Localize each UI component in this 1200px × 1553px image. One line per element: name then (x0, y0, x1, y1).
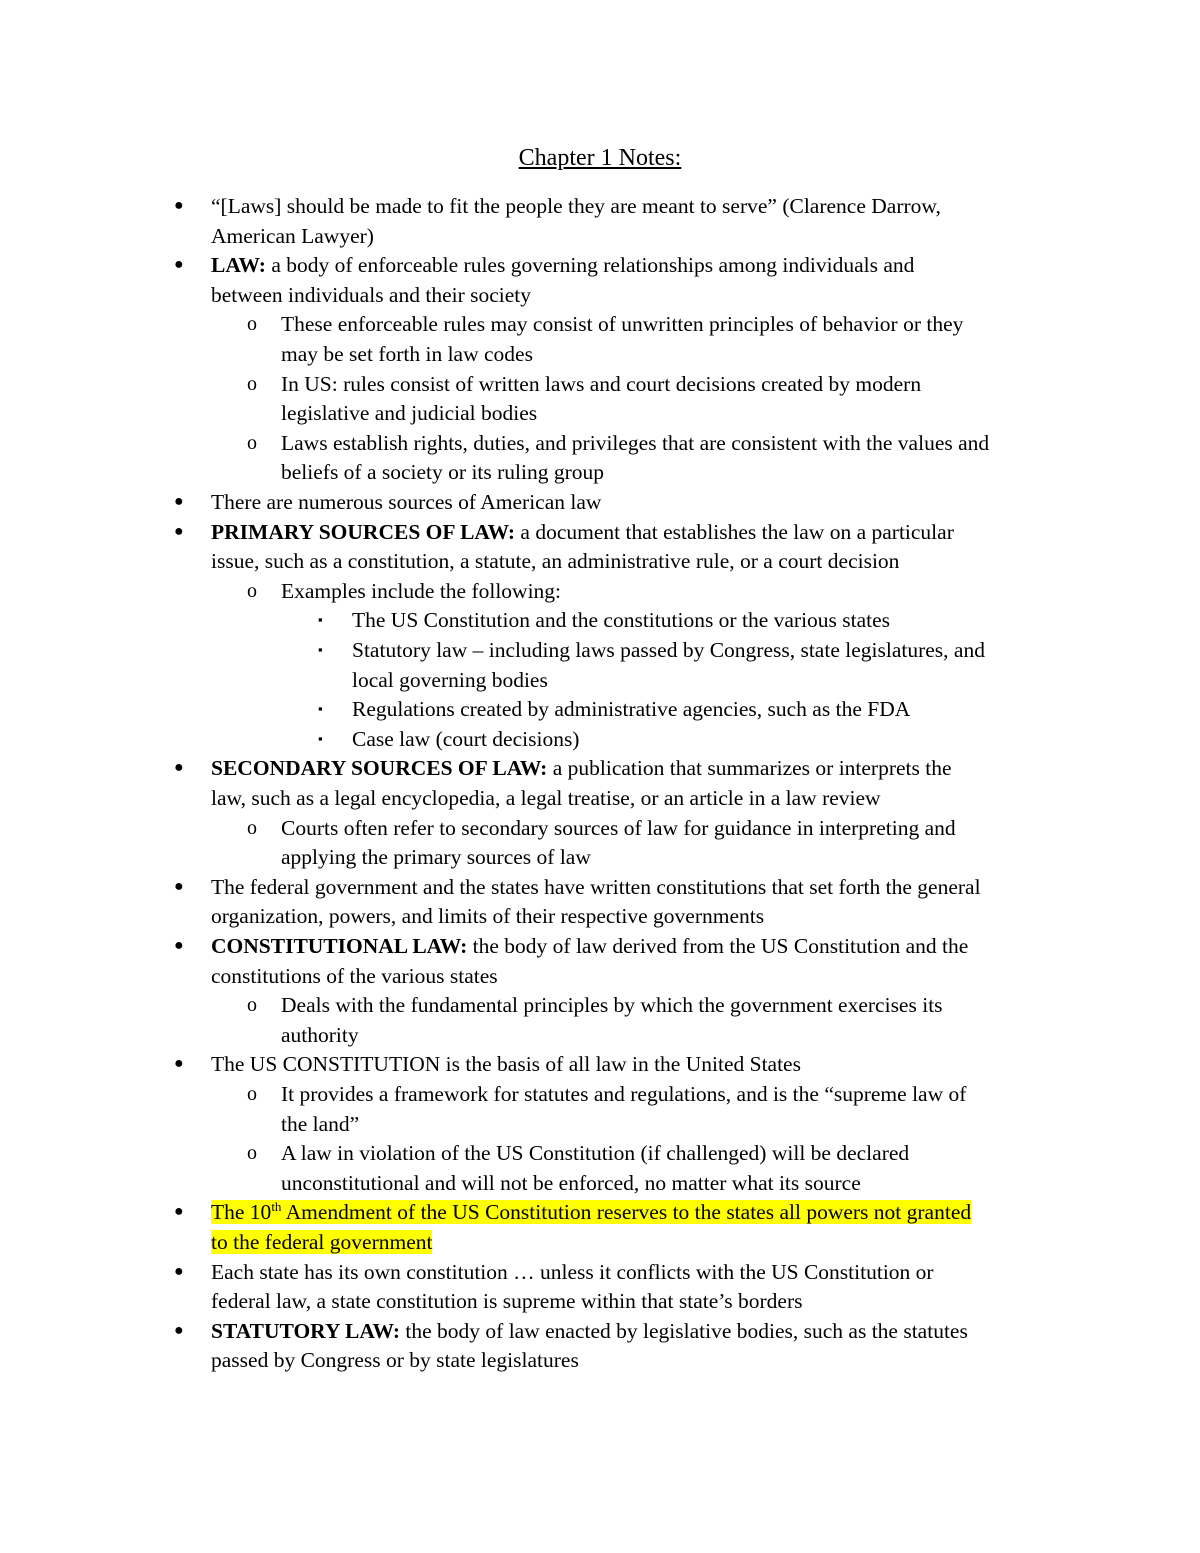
line-text: unconstitutional and will not be enforced, no matter what its source (281, 1170, 861, 1195)
line-text: the body of law enacted by legislative bodies, such as the statutes (400, 1318, 968, 1343)
line-text: Regulations created by administrative agencies, such as the FDA (352, 697, 911, 722)
list-item-line (281, 1079, 966, 1109)
list-marker-level-2: o (247, 994, 257, 1017)
page-title: Chapter 1 Notes: (518, 145, 682, 171)
list-marker-level-1: ● (174, 1055, 184, 1073)
list-item-line (281, 457, 604, 487)
term-label: CONSTITUTIONAL LAW: (211, 934, 468, 958)
line-text: organization, powers, and limits of their respective governments (211, 904, 765, 929)
list-marker-level-1: ● (174, 759, 184, 777)
line-text: local governing bodies (352, 667, 548, 692)
line-text: passed by Congress or by state legislatures (211, 1348, 579, 1373)
line-text: between individuals and their society (211, 282, 532, 307)
line-text: applying the primary sources of law (281, 845, 591, 870)
list-item-line (281, 813, 956, 843)
list-marker-level-2: o (247, 1083, 257, 1105)
ordinal-superscript: th (271, 1199, 282, 1215)
line-text: a publication that summarizes or interprets the (547, 756, 952, 781)
list-marker-level-2: o (247, 431, 257, 454)
list-item-line (352, 665, 548, 695)
line-text: The US Constitution and the constitutions or the various states (352, 608, 891, 633)
list-marker-level-1: ● (174, 522, 184, 540)
list-item-line (352, 635, 985, 665)
list-item-line (211, 280, 531, 310)
term-label: STATUTORY LAW: (211, 1318, 401, 1343)
line-text: “[Laws] should be made to fit the people they are meant to serve” (Clarence Darrow, (211, 194, 941, 218)
line-text: constitutions of the various states (211, 963, 498, 988)
list-marker-level-1: ● (174, 493, 184, 510)
line-text: Case law (court decisions) (352, 726, 580, 751)
line-text: a body of enforceable rules governing relationships among individuals and (265, 253, 915, 278)
list-item-line (211, 901, 764, 931)
text-prefix: The 10 (211, 1200, 272, 1225)
line-text: the body of law derived from the US Constitution and the (467, 934, 969, 958)
list-marker-level-3: ▪ (318, 612, 323, 628)
list-item-line (211, 1227, 432, 1257)
list-item-line (352, 694, 910, 724)
list-item-line (281, 990, 943, 1020)
list-item-line (211, 1257, 934, 1287)
term-label: LAW: (211, 253, 266, 278)
list-marker-level-1: ● (174, 1262, 184, 1280)
list-marker-level-2: o (247, 372, 257, 395)
line-text: A law in violation of the US Constitution (if challenged) will be declared (281, 1141, 910, 1166)
term-label: PRIMARY SOURCES OF LAW: (211, 519, 516, 544)
list-item-line (211, 931, 968, 961)
list-item-line (281, 1020, 359, 1050)
line-text: Deals with the fundamental principles by which the government exercises its (281, 993, 943, 1018)
line-text: beliefs of a society or its ruling group (281, 460, 605, 485)
list-item-line (281, 842, 591, 872)
list-item-line (281, 576, 561, 606)
term-label: SECONDARY SOURCES OF LAW: (211, 756, 548, 781)
line-text: law, such as a legal encyclopedia, a legal treatise, or an article in a law review (211, 786, 881, 810)
list-item-line (211, 872, 981, 902)
list-item-line (211, 1049, 801, 1079)
line-text: federal law, a state constitution is supreme within that state’s borders (211, 1289, 803, 1314)
line-text: a document that establishes the law on a particular (515, 519, 954, 544)
line-text: the land” (281, 1111, 360, 1136)
list-item-line (211, 250, 914, 280)
list-item-line (211, 1286, 803, 1316)
line-text: to the federal government (211, 1230, 433, 1254)
list-item-line (211, 191, 941, 221)
list-item-line (211, 221, 374, 251)
list-marker-level-1: ● (174, 877, 184, 895)
list-marker-level-1: ● (174, 197, 184, 214)
list-item-line (281, 1109, 359, 1139)
line-text: Each state has its own constitution … unless it conflicts with the US Constitution or (211, 1259, 934, 1284)
list-item-line (352, 605, 890, 635)
list-item-line (211, 517, 954, 547)
line-text: legislative and judicial bodies (281, 401, 538, 426)
line-text: Examples include the following: (281, 578, 562, 603)
list-marker-level-1: ● (174, 1203, 184, 1221)
list-item-line (211, 1197, 971, 1227)
list-marker-level-2: o (247, 579, 257, 602)
line-text: Statutory law – including laws passed by Congress, state legislatures, and (352, 638, 985, 662)
list-marker-level-3: ▪ (318, 642, 323, 657)
list-item-line (281, 1168, 861, 1198)
list-marker-level-2: o (247, 816, 257, 839)
list-item-line (211, 487, 601, 517)
list-item-line (211, 1316, 968, 1346)
list-item-line (281, 428, 989, 458)
line-text: Laws establish rights, duties, and privileges that are consistent with the values and (281, 430, 990, 455)
line-text: In US: rules consist of written laws and court decisions created by modern (281, 371, 922, 396)
list-item-line (211, 1345, 579, 1375)
line-text: American Lawyer) (211, 223, 374, 248)
list-item-line (211, 753, 952, 783)
line-text: There are numerous sources of American law (211, 490, 602, 514)
line-text: Courts often refer to secondary sources of law for guidance in interpreting and (281, 815, 956, 840)
list-marker-level-2: o (247, 313, 257, 336)
line-text: authority (281, 1022, 359, 1047)
list-marker-level-1: ● (174, 1321, 184, 1339)
list-item-line (281, 339, 533, 369)
list-marker-level-3: ▪ (318, 730, 323, 746)
list-item-line (281, 369, 921, 399)
line-text: issue, such as a constitution, a statute, an administrative rule, or a court decision (211, 549, 900, 574)
list-marker-level-2: o (247, 1142, 257, 1165)
list-item-line (281, 398, 537, 428)
list-item-line (211, 783, 881, 813)
list-item-line (352, 724, 579, 754)
line-text: The US CONSTITUTION is the basis of all law in the United States (211, 1052, 801, 1077)
list-marker-level-3: ▪ (318, 701, 323, 717)
line-text: These enforceable rules may consist of unwritten principles of behavior or they (281, 312, 964, 337)
list-item-line (211, 961, 498, 991)
list-marker-level-1: ● (174, 937, 184, 954)
list-item-line (211, 546, 899, 576)
list-item-line (281, 1138, 909, 1168)
line-text: It provides a framework for statutes and regulations, and is the “supreme law of (281, 1082, 967, 1106)
line-text: Amendment of the US Constitution reserves to the states all powers not granted (281, 1200, 972, 1225)
line-text: may be set forth in law codes (281, 342, 533, 366)
list-marker-level-1: ● (174, 256, 184, 274)
list-item-line (281, 309, 963, 339)
line-text: The federal government and the states have written constitutions that set forth the general (211, 874, 981, 899)
